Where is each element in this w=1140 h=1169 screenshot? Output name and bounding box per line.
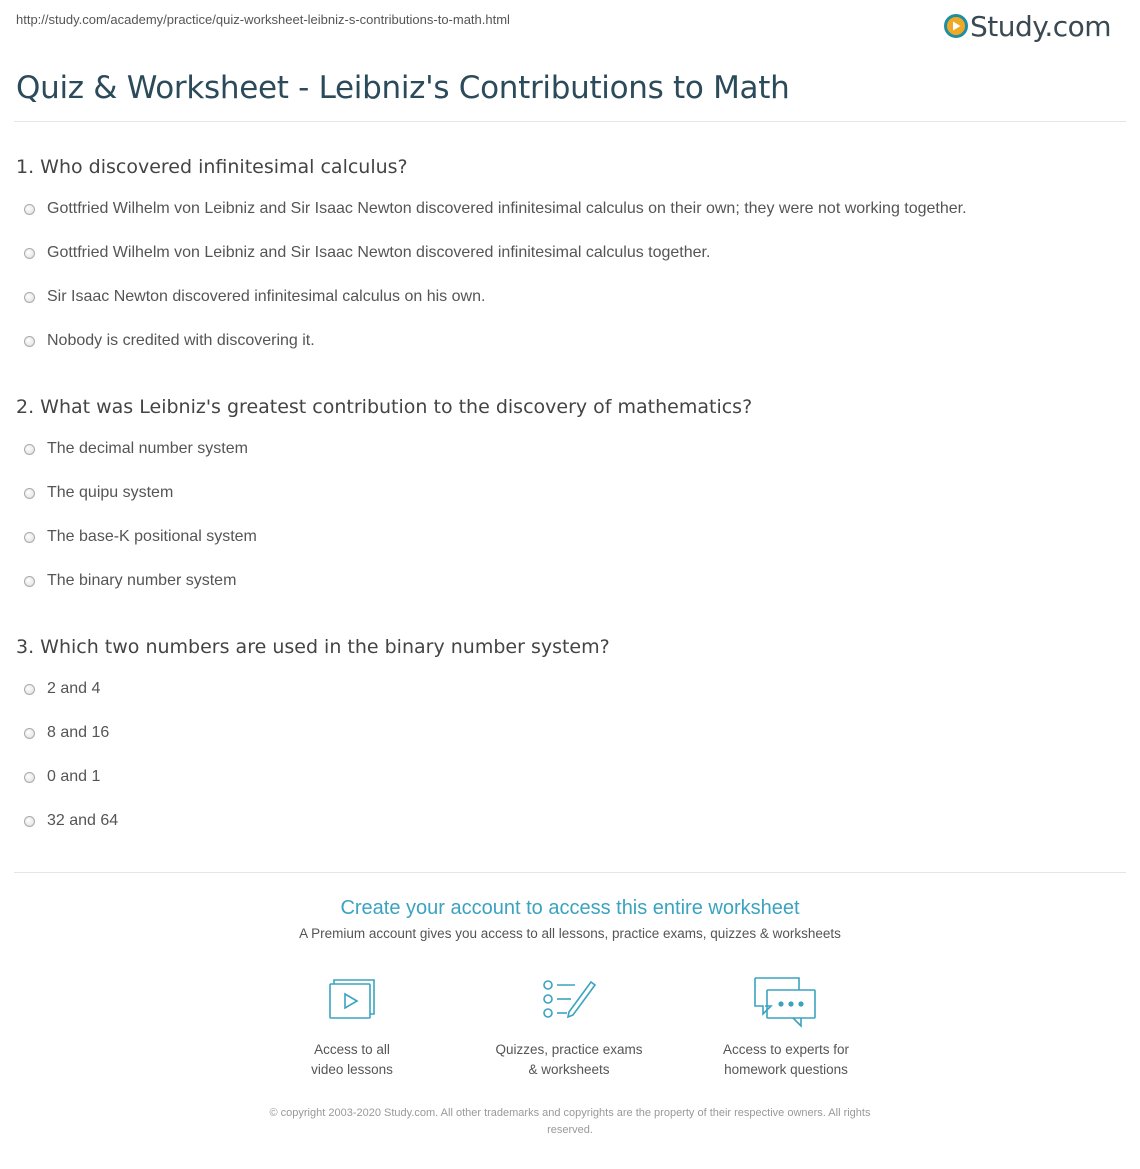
radio-button[interactable] — [24, 336, 35, 347]
question-3-option-4[interactable] — [24, 812, 118, 830]
option-label: 32 and 64 — [47, 812, 119, 829]
option-label: Gottfried Wilhelm von Leibniz and Sir Isaac Newton discovered infinitesimal calculus together. — [47, 244, 711, 261]
feature-video-lessons — [252, 976, 452, 1080]
radio-button[interactable] — [24, 816, 35, 827]
study-logo[interactable] — [944, 6, 1111, 46]
question-1-option-2[interactable] — [24, 244, 710, 262]
radio-button[interactable] — [24, 532, 35, 543]
radio-button[interactable] — [24, 444, 35, 455]
feature-label-line1: Quizzes, practice exams — [495, 1042, 643, 1057]
cta-divider — [14, 872, 1126, 873]
question-3-option-1[interactable] — [24, 680, 100, 698]
feature-quizzes — [469, 976, 669, 1080]
option-label: Sir Isaac Newton discovered infinitesimal calculus on his own. — [47, 288, 486, 305]
option-label: The binary number system — [47, 572, 237, 589]
question-1-option-3[interactable] — [24, 288, 485, 306]
chat-bubbles-icon — [686, 976, 886, 1028]
radio-button[interactable] — [24, 576, 35, 587]
question-1-option-1[interactable] — [24, 200, 967, 218]
feature-experts — [686, 976, 886, 1080]
page-url: http://study.com/academy/practice/quiz-worksheet-leibniz-s-contributions-to-math.html — [16, 12, 510, 27]
question-2-text: 2. What was Leibniz's greatest contribution to the discovery of mathematics? — [16, 396, 753, 418]
radio-button[interactable] — [24, 292, 35, 303]
copyright-notice — [210, 1105, 930, 1139]
play-logo-icon — [944, 14, 968, 38]
title-divider — [14, 121, 1126, 122]
radio-button[interactable] — [24, 488, 35, 499]
create-account-link[interactable]: Create your account to access this entire worksheet — [340, 897, 800, 919]
logo-text: Study.com — [970, 9, 1112, 43]
cta-subtitle: A Premium account gives you access to all lessons, practice exams, quizzes & worksheets — [299, 926, 841, 941]
feature-label-line2: homework questions — [724, 1062, 848, 1077]
question-1-option-4[interactable] — [24, 332, 315, 350]
radio-button[interactable] — [24, 772, 35, 783]
feature-label-line1: Access to experts for — [722, 1042, 850, 1057]
radio-button[interactable] — [24, 204, 35, 215]
copyright-line-1: © copyright 2003-2020 Study.com. All other trademarks and copyrights are the property of their respective owners. All rights — [269, 1107, 871, 1119]
copyright-line-2: reserved. — [547, 1124, 593, 1136]
feature-label-line1: Access to all — [314, 1042, 390, 1057]
radio-button[interactable] — [24, 684, 35, 695]
question-1-text: 1. Who discovered infinitesimal calculus? — [16, 156, 408, 178]
question-3-option-2[interactable] — [24, 724, 109, 742]
option-label: The decimal number system — [47, 440, 248, 457]
question-2-option-4[interactable] — [24, 572, 236, 590]
option-label: Nobody is credited with discovering it. — [47, 332, 315, 349]
option-label: 0 and 1 — [47, 768, 101, 785]
feature-label-line2: & worksheets — [528, 1062, 610, 1077]
question-2-option-3[interactable] — [24, 528, 257, 546]
option-label: Gottfried Wilhelm von Leibniz and Sir Isaac Newton discovered infinitesimal calculus on their own; they were not working together. — [47, 200, 967, 217]
page-title: Quiz & Worksheet - Leibniz's Contributions to Math — [16, 70, 790, 106]
quiz-checklist-icon — [469, 976, 669, 1028]
option-label: 2 and 4 — [47, 680, 101, 697]
option-label: The quipu system — [47, 484, 174, 501]
radio-button[interactable] — [24, 728, 35, 739]
feature-label-line2: video lessons — [311, 1062, 393, 1077]
option-label: 8 and 16 — [47, 724, 110, 741]
video-lessons-icon — [252, 976, 452, 1028]
question-3-text: 3. Which two numbers are used in the binary number system? — [16, 636, 610, 658]
option-label: The base-K positional system — [47, 528, 257, 545]
top-bar — [0, 0, 1140, 50]
question-2-option-1[interactable] — [24, 440, 248, 458]
question-3-option-3[interactable] — [24, 768, 100, 786]
radio-button[interactable] — [24, 248, 35, 259]
question-2-option-2[interactable] — [24, 484, 173, 502]
